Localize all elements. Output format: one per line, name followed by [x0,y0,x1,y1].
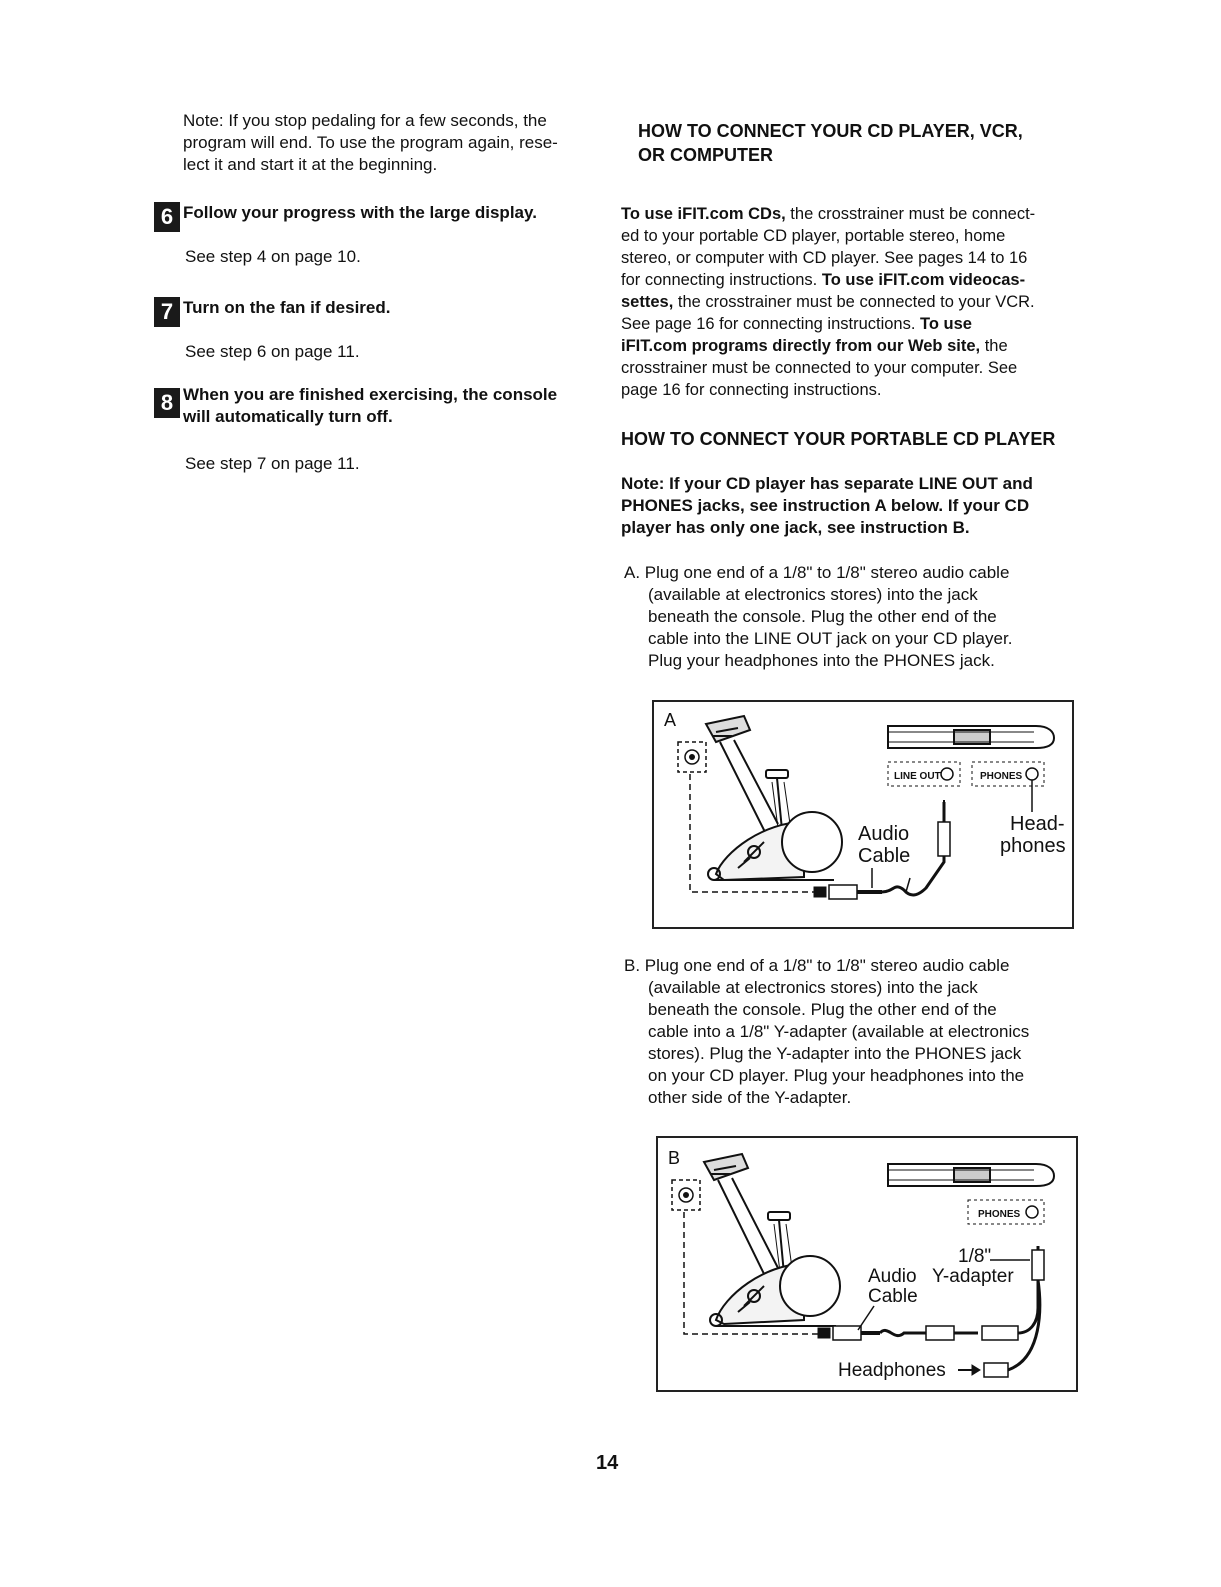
note-line: Note: If your CD player has separate LINE OUT and [621,474,1033,493]
step-8-badge: 8 [154,388,180,418]
intro-bold: settes, [621,293,674,311]
instruction-b [624,955,1094,1109]
cable-pointer [858,1306,874,1330]
instruction-line: (available at electronics stores) into the jack [648,585,978,604]
exercise-bike-icon [704,1154,840,1326]
step-8-title [183,384,603,428]
figure-letter: B [668,1148,681,1168]
intro-text: the [980,337,1008,355]
note-paragraph [183,110,603,176]
headphones-label-1: Head- [1010,813,1065,835]
note-line: Note: If you stop pedaling for a few seconds, the [183,111,547,130]
step-7-title: Turn on the fan if desired. [183,298,391,317]
note-line: lect it and start it at the beginning. [183,155,438,174]
step-7-body: See step 6 on page 11. [185,342,360,361]
step-6-title: Follow your progress with the large display. [183,203,537,222]
instruction-line: Plug your headphones into the PHONES jack. [648,651,995,670]
page-number: 14 [596,1452,619,1474]
y-adapter-label: Y-adapter [932,1266,1014,1287]
intro-paragraph [621,203,1091,401]
line-out-jack-icon [941,768,953,780]
instruction-line: stores). Plug the Y-adapter into the PHONES jack [648,1044,1022,1063]
intro-bold: To use [920,315,972,333]
note-line: player has only one jack, see instruction B. [621,518,970,537]
figure-a-svg [654,702,1072,927]
instruction-line: beneath the console. Plug the other end of the [648,1000,997,1019]
instruction-line: beneath the console. Plug the other end of the [648,607,997,626]
cd-player-icon [888,726,1054,748]
phones-label: PHONES [980,771,1023,782]
instruction-line: other side of the Y-adapter. [648,1088,852,1107]
cd-player-icon [888,1164,1054,1186]
intro-text: ed to your portable CD player, portable stereo, home [621,227,1006,245]
step-6-body: See step 4 on page 10. [185,247,361,266]
step-8-body: See step 7 on page 11. [185,454,360,473]
figure-letter: A [664,710,677,730]
audio-label: Audio [858,823,910,845]
figure-b-svg [658,1138,1076,1390]
heading-line: HOW TO CONNECT YOUR CD PLAYER, VCR, [638,121,1023,141]
instruction-a [624,562,1084,672]
phones-jack-icon [1026,1206,1038,1218]
note-cd-player [621,473,1101,539]
console-jack-icon [678,742,706,772]
intro-text: stereo, or computer with CD player. See pages 14 to 16 [621,249,1028,267]
instruction-line: on your CD player. Plug your headphones into the [648,1066,1025,1085]
intro-bold: iFIT.com programs directly from our Web site, [621,337,981,355]
phones-label: PHONES [978,1209,1021,1220]
headphones-label-2: phones [1000,835,1066,857]
section-heading-connect [638,119,1023,167]
intro-bold: To use iFIT.com CDs, [621,205,786,223]
intro-text: crosstrainer must be connected to your computer. See [621,359,1018,377]
phones-jack-icon [1026,768,1038,780]
instruction-line: (available at electronics stores) into the jack [648,978,978,997]
instruction-line: cable into the LINE OUT jack on your CD player. [648,629,1013,648]
cable-label: Cable [868,1286,918,1307]
audio-cable-icon [818,1326,1018,1340]
intro-text: the crosstrainer must be connected to your VCR. [673,293,1035,311]
step-8-title-line: will automatically turn off. [183,407,393,426]
instruction-line: cable into a 1/8" Y-adapter (available at electronics [648,1022,1030,1041]
section-heading-portable: HOW TO CONNECT YOUR PORTABLE CD PLAYER [621,429,1056,449]
intro-text: See page 16 for connecting instructions. [621,315,921,333]
line-out-label: LINE OUT [894,771,941,782]
figure-a-diagram [652,700,1074,929]
exercise-bike-icon [706,716,842,880]
note-line: PHONES jacks, see instruction A below. If your CD [621,496,1030,515]
y-adapter-icon [1008,1246,1044,1370]
heading-line: OR COMPUTER [638,145,773,165]
intro-text: for connecting instructions. [621,271,822,289]
intro-text: page 16 for connecting instructions. [621,381,882,399]
intro-bold: To use iFIT.com videocas- [821,271,1026,289]
instruction-line: A. Plug one end of a 1/8" to 1/8" stereo audio cable [624,563,1010,582]
step-6-badge: 6 [154,202,180,232]
step-7-badge: 7 [154,297,180,327]
intro-text: the crosstrainer must be connect- [785,205,1036,223]
headphones-plug-icon [958,1363,1008,1377]
instruction-line: B. Plug one end of a 1/8" to 1/8" stereo audio cable [624,956,1010,975]
console-jack-icon [672,1180,700,1210]
size-label: 1/8" [958,1246,992,1267]
figure-b-diagram [656,1136,1078,1392]
cable-label: Cable [858,845,911,867]
audio-label: Audio [868,1266,917,1287]
headphones-label: Headphones [838,1360,946,1381]
step-8-title-line: When you are finished exercising, the console [183,385,558,404]
note-line: program will end. To use the program again, rese- [183,133,558,152]
